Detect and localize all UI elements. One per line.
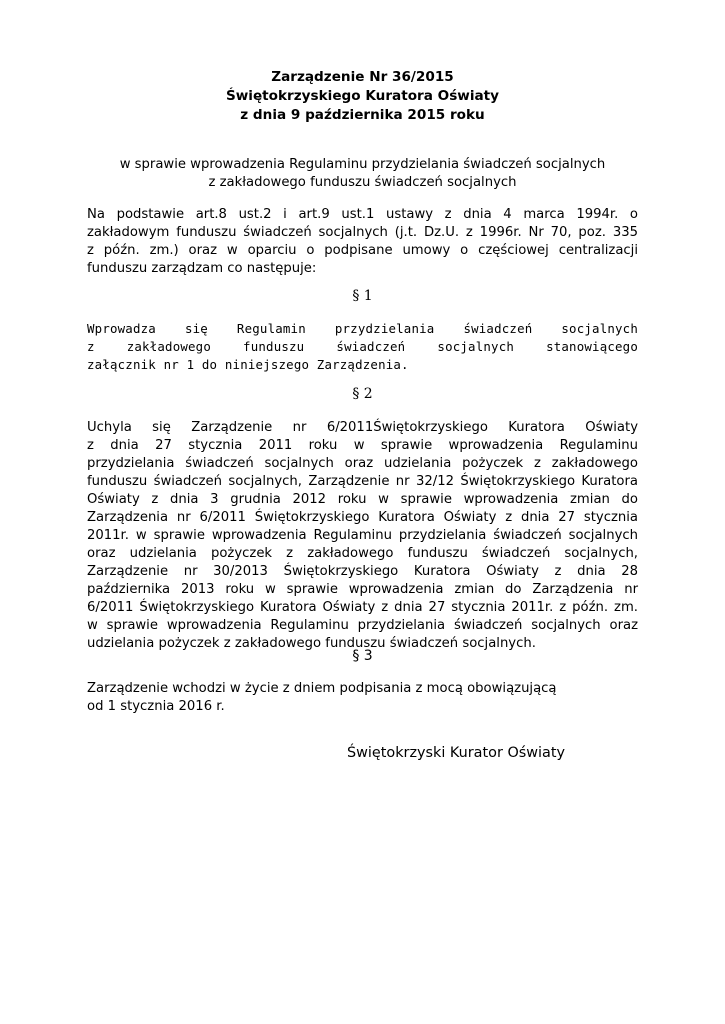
section-3-line: Zarządzenie wchodzi w życie z dniem podpisania z mocą obowiązującą: [87, 681, 557, 696]
section-1-line: z zakładowego funduszu świadczeń socjalnych stanowiącego: [87, 339, 638, 354]
section-2-line: w sprawie wprowadzenia Regulaminu przydzielania świadczeń socjalnych oraz: [87, 618, 638, 633]
section-2-line: października 2013 roku w sprawie wprowadzenia zmian do Zarządzenia nr: [87, 582, 638, 597]
section-2-line: funduszu świadczeń socjalnych, Zarządzenie nr 32/12 Świętokrzyskiego Kuratora: [87, 474, 638, 489]
document-title-line-3: z dnia 9 października 2015 roku: [240, 107, 485, 123]
preamble-line: Na podstawie art.8 ust.2 i art.9 ust.1 ustawy z dnia 4 marca 1994r. o: [87, 207, 638, 222]
section-3-line: od 1 stycznia 2016 r.: [87, 699, 225, 714]
section-2-line: udzielania pożyczek z zakładowego funduszu świadczeń socjalnych.: [87, 636, 536, 651]
section-2-line: 2011r. w sprawie wprowadzenia Regulaminu przydzielania świadczeń socjalnych: [87, 528, 638, 543]
section-2-line: 6/2011 Świętokrzyskiego Kuratora Oświaty z dnia 27 stycznia 2011r. z późn. zm.: [87, 600, 638, 615]
preamble-line: funduszu zarządzam co następuje:: [87, 261, 317, 276]
preamble-line: z późn. zm.) oraz w oparciu o podpisane umowy o częściowej centralizacji: [87, 243, 638, 258]
section-2-line: z dnia 27 stycznia 2011 roku w sprawie wprowadzenia Regulaminu: [87, 438, 638, 453]
section-2-line: Uchyla się Zarządzenie nr 6/2011Świętokrzyskiego Kuratora Oświaty: [87, 420, 638, 435]
section-2-line: Zarządzenia nr 6/2011 Świętokrzyskiego Kuratora Oświaty z dnia 27 stycznia: [87, 510, 638, 525]
document-title-line-1: Zarządzenie Nr 36/2015: [271, 69, 454, 85]
section-2-line: Oświaty z dnia 3 grudnia 2012 roku w sprawie wprowadzenia zmian do: [87, 492, 638, 507]
section-2-heading: § 2: [352, 386, 373, 402]
section-2-line: oraz udzielania pożyczek z zakładowego funduszu świadczeń socjalnych,: [87, 546, 638, 561]
subject-line-1: w sprawie wprowadzenia Regulaminu przydzielania świadczeń socjalnych: [119, 157, 606, 172]
subject-line-2: z zakładowego funduszu świadczeń socjalnych: [208, 175, 517, 190]
document-title-line-2: Świętokrzyskiego Kuratora Oświaty: [225, 88, 500, 104]
section-1-paragraph: [87, 320, 638, 374]
section-1-line: Wprowadza się Regulamin przydzielania świadczeń socjalnych: [87, 321, 638, 336]
section-3-paragraph: [87, 680, 638, 716]
signature-line: Świętokrzyski Kurator Oświaty: [347, 745, 566, 761]
section-1-line: załącznik nr 1 do niniejszego Zarządzenia.: [87, 357, 409, 372]
section-3-heading: § 3: [352, 648, 373, 664]
section-2-paragraph: [87, 419, 638, 653]
preamble-line: zakładowym funduszu świadczeń socjalnych (j.t. Dz.U. z 1996r. Nr 70, poz. 335: [87, 225, 638, 240]
section-1-heading: § 1: [352, 288, 373, 304]
section-2-line: przydzielania świadczeń socjalnych oraz udzielania pożyczek z zakładowego: [87, 456, 638, 471]
preamble-paragraph: [87, 206, 638, 278]
section-2-line: Zarządzenie nr 30/2013 Świętokrzyskiego Kuratora Oświaty z dnia 28: [87, 564, 638, 579]
